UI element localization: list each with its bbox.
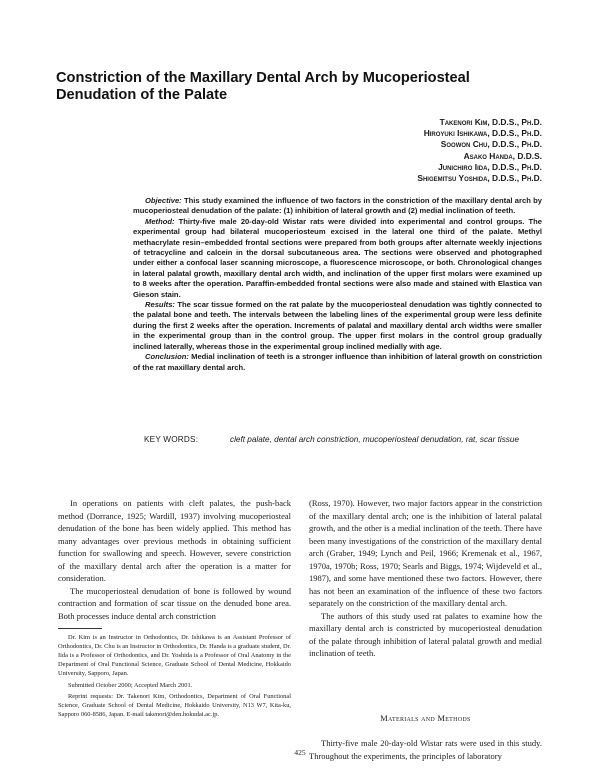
results-label: Results: bbox=[145, 300, 175, 310]
author-list bbox=[242, 117, 542, 184]
method-label: Method: bbox=[145, 216, 175, 226]
body-paragraph: In operations on patients with cleft palates, the push-back method (Dorrance, 1925; Wardill, 1937) involving mucoperiosteal denudation of the bone has been widely applied. This method has many advantages over previous methods in obtaining sufficient function for swallowing and speech. However, severe constriction of the maxillary dental arch after the operation is a matter for consideration. bbox=[58, 498, 291, 583]
results-text: The scar tissue formed on the rat palate by the mucoperiosteal denudation was tightly connected to the palatal bone and teeth. The intervals between the labeling lines of the experimental group were less definite during the first 2 weeks after the operation. Increments of palatal and maxillary dental arch widths were smaller in the experimental group than in the control group. The upper first molars in the control group gradually inclined laterally, whereas those in the experimental group inclined medially with age. bbox=[133, 300, 542, 351]
abstract-results bbox=[133, 300, 542, 352]
abstract-conclusion bbox=[133, 352, 542, 373]
abstract-method bbox=[133, 217, 542, 300]
section-heading: Materials and Methods bbox=[380, 714, 471, 723]
body-paragraph: The mucoperiosteal denudation of bone is followed by wound contraction and formation of scar tissue on the denuded bone area. Both processes induce dental arch constriction bbox=[58, 585, 291, 621]
author-name: Asako Handa, D.D.S. bbox=[463, 150, 542, 161]
body-paragraph: Thirty-five male 20-day-old Wistar rats were used in this study. Throughout the experiments, the principles of laboratory bbox=[309, 738, 542, 761]
author-name: Soowon Chu, D.D.S., Ph.D. bbox=[440, 139, 542, 150]
body-right-column bbox=[309, 497, 542, 660]
footnote-reprints: Reprint requests: Dr. Takenori Kim, Orthodontics, Department of Oral Functional Science, Graduate School of Dental Medicine, Hokkaido University, N13 W7, Kita-ku, Sapporo 060-8586, Japan. E-mail takenori@den.hokudai.ac.jp. bbox=[58, 692, 291, 719]
page-number: 425 bbox=[294, 748, 306, 757]
author-name: Takenori Kim, D.D.S., Ph.D. bbox=[439, 117, 542, 127]
body-paragraph: The authors of this study used rat palates to examine how the maxillary dental arch is constricted by mucoperiosteal denudation of the palate through inhibition of lateral palatal growth and medial inclination of teeth. bbox=[309, 610, 542, 658]
abstract bbox=[133, 196, 542, 373]
objective-text: This study examined the influence of two factors in the constriction of the maxillary dental arch by mucoperiosteal denudation of the palate: (1) inhibition of lateral growth and (2) medial inclination of teeth. bbox=[133, 196, 542, 216]
author-name: Hiroyuki Ishikawa, D.D.S., Ph.D. bbox=[423, 128, 542, 139]
method-text: Thirty-five male 20-day-old Wistar rats were divided into experimental and control groups. The experimental group had bilateral mucoperiosteum excised in the lateral one third of the palate. Methyl methacrylate resin–embedded frontal sections were prepared from both groups after alternate weekly injections of tetracycline and calcein in the dorsal subcutaneous area. The sections were observed and photographed under either a confocal laser scanning microscope, a fluorescence microscope, or both. Chronological changes in lateral palatal growth, maxillary dental arch width, and inclination of the upper first molars were examined up to 8 weeks after the operation. Paraffin-embedded frontal sections were also made and stained with Elastica van Gieson stain. bbox=[133, 216, 542, 299]
footnote-dates: Submitted October 2000; Accepted March 2001. bbox=[68, 681, 193, 689]
conclusion-text: Medial inclination of teeth is a stronger influence than inhibition of lateral growth on constriction of the rat maxillary dental arch. bbox=[133, 352, 542, 372]
keywords-label: KEY WORDS: bbox=[144, 435, 199, 444]
abstract-objective bbox=[133, 196, 542, 217]
body-paragraph: (Ross, 1970). However, two major factors appear in the constriction of the maxillary dental arch; one is the inhibition of lateral palatal growth, and the other is a medial inclination of the teeth. There have been many investigations of the constriction of the maxillary dental arch (Graber, 1949; Lynch and Peil, 1966; Kremenak et al., 1967, 1970a, 1970b; Ross, 1970; Searls and Biggs, 1974; Wijdeveld et al., 1987), and some have mentioned these two factors. However, there has not been an examination of the influence of these two factors separately on the constriction of the maxillary dental arch. bbox=[309, 498, 542, 608]
author-name: Shigemitsu Yoshida, D.D.S., Ph.D. bbox=[417, 173, 542, 184]
conclusion-label: Conclusion: bbox=[145, 352, 189, 362]
objective-label: Objective: bbox=[145, 196, 182, 205]
footnotes bbox=[58, 633, 291, 721]
article-title: Constriction of the Maxillary Dental Arch by Mucoperiosteal Denudation of the Palate bbox=[56, 70, 470, 103]
footnote-divider bbox=[58, 628, 102, 629]
author-name: Junichiro Iida, D.D.S., Ph.D. bbox=[438, 161, 542, 172]
footnote-affiliations: Dr. Kim is an Instructor in Orthodontics, Dr. Ishikawa is an Assistant Professor of Orthodontics, Dr. Chu is an Instructor in Orthodontics, Dr. Handa is a graduate student, Dr. Iida is a Professor of Orthodontics, and Dr. Yoshida is a Professor of Oral Anatomy in the Department of Oral Functional Science, Graduate School of Dental Medicine, Hokkaido University, Sapporo, Japan. bbox=[58, 634, 291, 678]
keywords-text: cleft palate, dental arch constriction, mucoperiosteal denudation, rat, scar tissue bbox=[230, 435, 519, 444]
body-left-column bbox=[58, 497, 291, 622]
